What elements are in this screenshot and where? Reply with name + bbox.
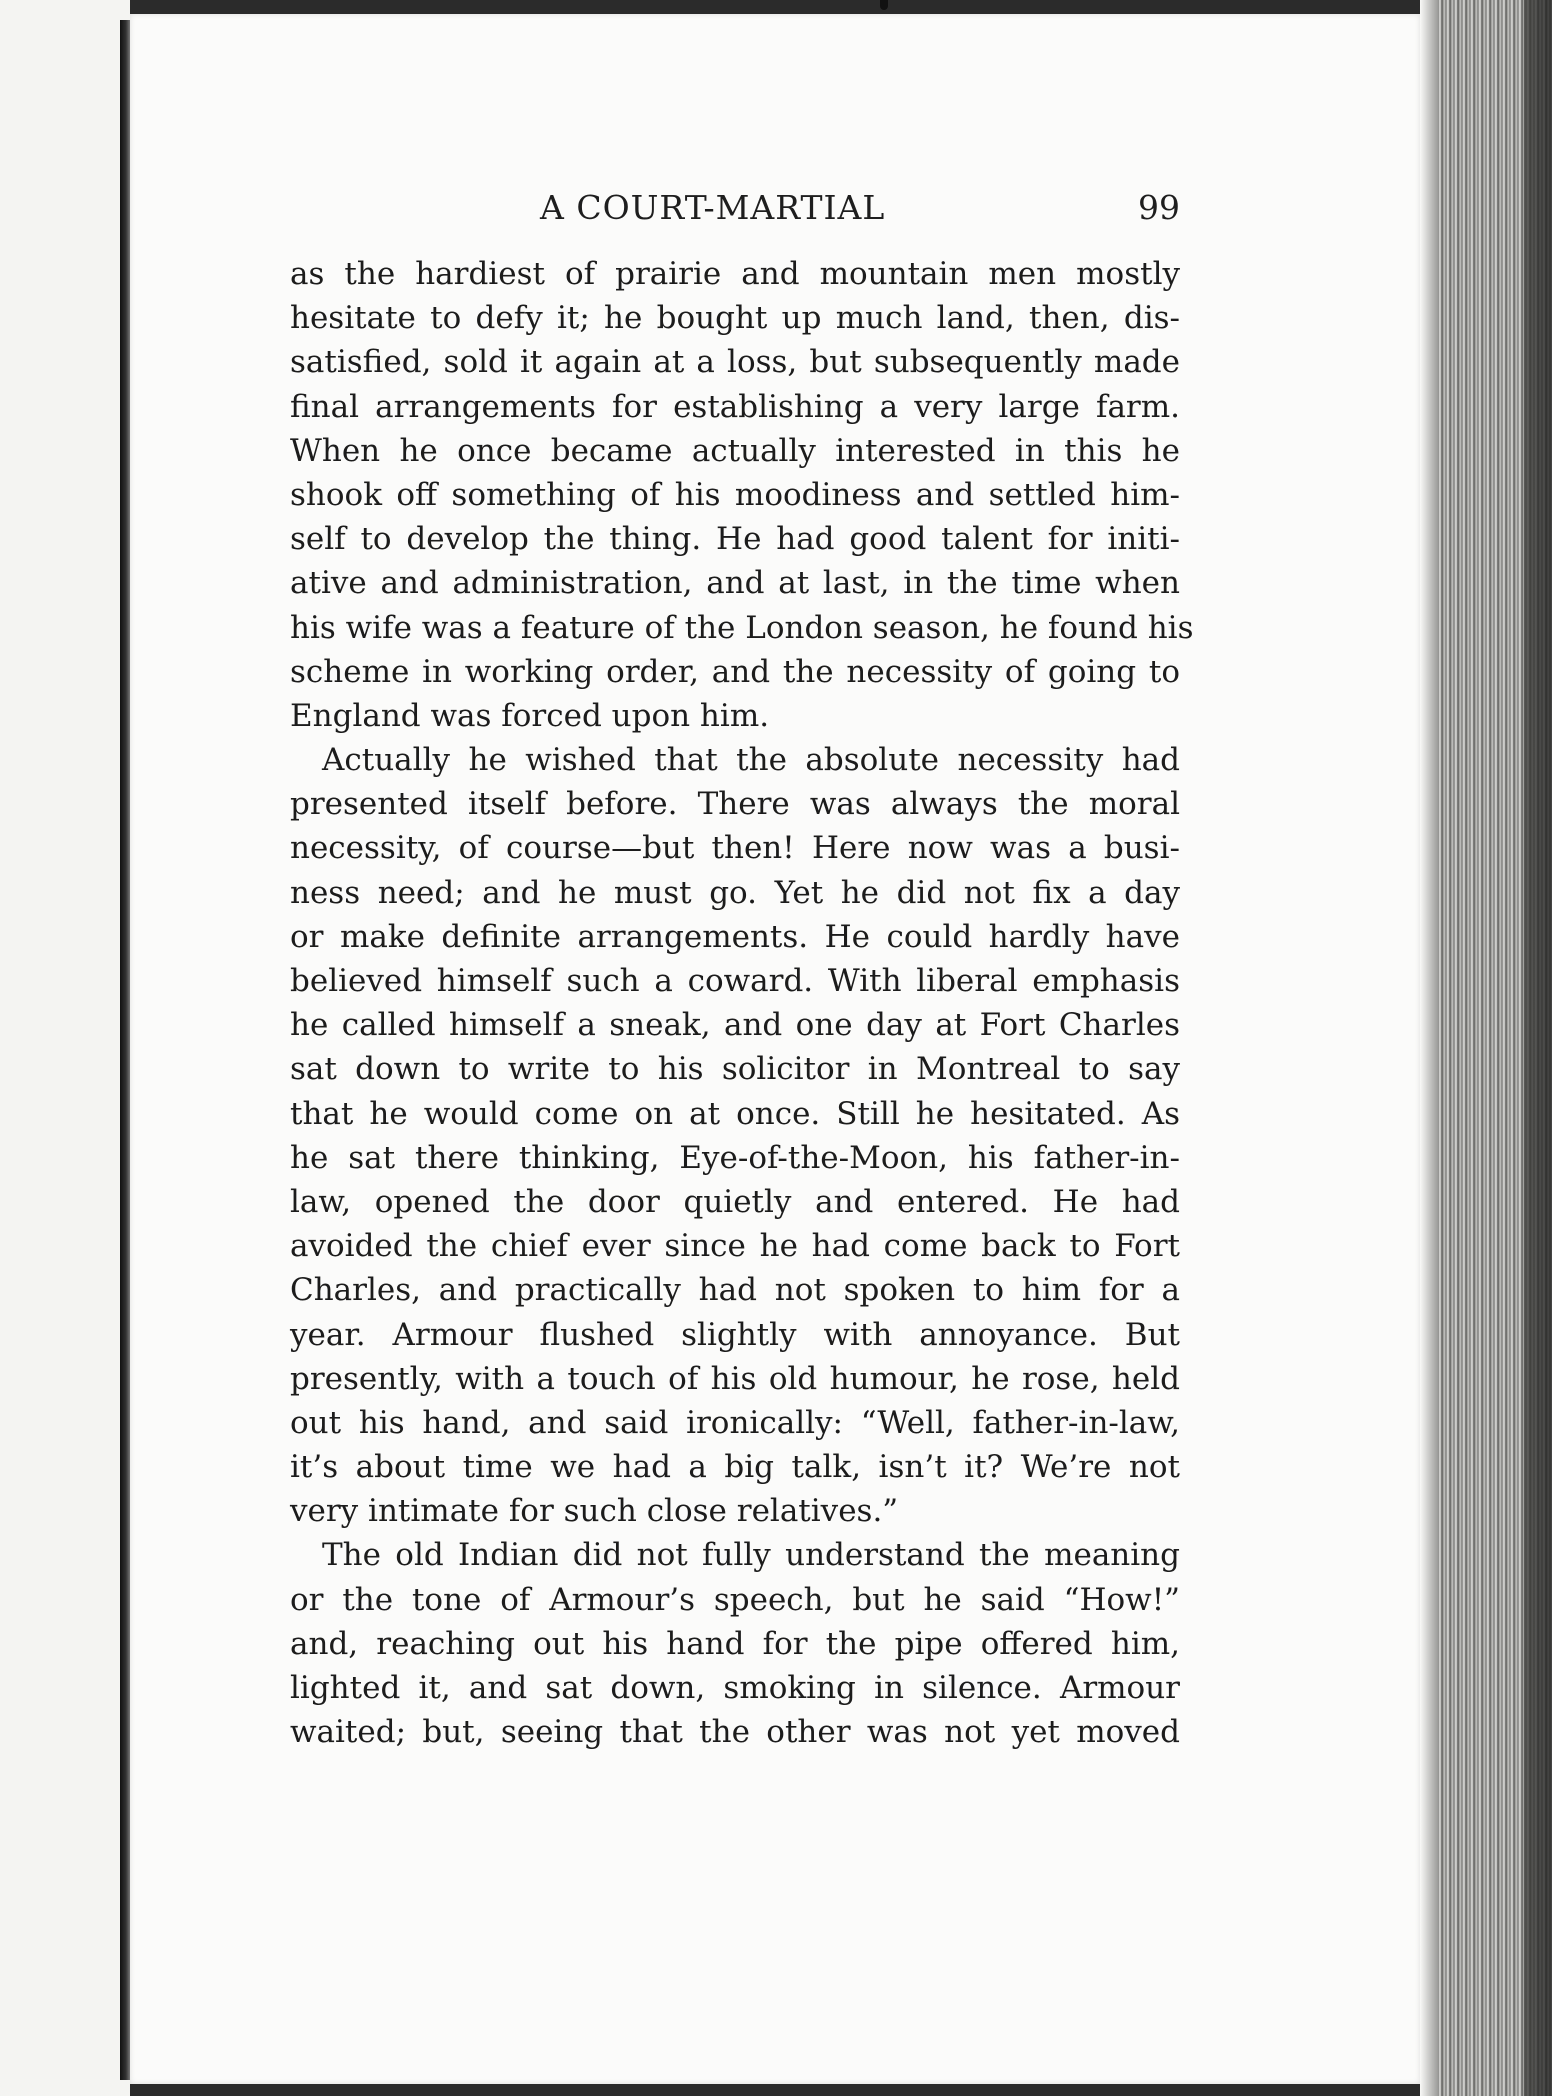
text-line: year. Armour flushed slightly with annoyance. But xyxy=(290,1316,1180,1353)
text-line: The old Indian did not fully understand the meaning xyxy=(322,1537,1180,1574)
text-line: scheme in working order, and the necessity of going to xyxy=(290,653,1180,690)
text-line: and, reaching out his hand for the pipe offered him, xyxy=(290,1625,1180,1662)
scan-left-margin xyxy=(0,0,130,2096)
page-edge-stack xyxy=(1420,0,1552,2096)
text-line: his wife was a feature of the London season, he found his xyxy=(290,609,1194,646)
text-line: out his hand, and said ironically: “Well, father-in-law, xyxy=(290,1404,1180,1441)
text-line: hesitate to defy it; he bought up much land, then, dis- xyxy=(290,300,1180,337)
text-line: necessity, of course—but then! Here now was a busi- xyxy=(290,830,1180,867)
text-line: ative and administration, and at last, in the time when xyxy=(290,565,1180,602)
text-line: he called himself a sneak, and one day at Fort Charles xyxy=(290,1007,1180,1044)
text-line: avoided the chief ever since he had come back to Fort xyxy=(290,1228,1180,1265)
book-spine-shadow xyxy=(120,20,130,2080)
text-line: very intimate for such close relatives.” xyxy=(290,1493,899,1530)
text-line: it’s about time we had a big talk, isn’t it? We’re not xyxy=(290,1449,1180,1486)
text-line: England was forced upon him. xyxy=(290,697,770,734)
scan-mark xyxy=(880,0,888,10)
text-line: Actually he wished that the absolute necessity had xyxy=(322,742,1180,779)
text-line: as the hardiest of prairie and mountain men mostly xyxy=(290,256,1180,292)
text-line: lighted it, and sat down, smoking in silence. Armour xyxy=(290,1670,1180,1706)
text-line: ness need; and he must go. Yet he did not fix a day xyxy=(290,874,1180,911)
text-line: When he once became actually interested in this he xyxy=(290,432,1180,469)
text-line: final arrangements for establishing a very large farm. xyxy=(290,388,1180,425)
text-line: law, opened the door quietly and entered. He had xyxy=(290,1183,1180,1220)
text-line: he sat there thinking, Eye-of-the-Moon, his father-in- xyxy=(290,1139,1180,1176)
text-line: shook off something of his moodiness and settled him- xyxy=(290,476,1180,513)
text-line: presently, with a touch of his old humour, he rose, held xyxy=(290,1360,1180,1397)
text-line: believed himself such a coward. With liberal emphasis xyxy=(290,963,1180,999)
text-line: or the tone of Armour’s speech, but he said “How!” xyxy=(290,1581,1180,1618)
text-line: or make definite arrangements. He could hardly have xyxy=(290,918,1180,955)
body-text xyxy=(290,252,1194,1754)
paragraph-2 xyxy=(290,738,1180,1533)
page-number: 99 xyxy=(1138,188,1180,227)
text-line: self to develop the thing. He had good talent for initi- xyxy=(290,521,1180,558)
paragraph-1 xyxy=(290,252,1194,738)
paragraph-3 xyxy=(290,1533,1180,1754)
text-line: that he would come on at once. Still he hesitated. As xyxy=(290,1095,1180,1132)
text-line: waited; but, seeing that the other was not yet moved xyxy=(290,1714,1180,1751)
text-line: presented itself before. There was always the moral xyxy=(290,786,1180,823)
running-title: A COURT-MARTIAL xyxy=(540,188,886,227)
text-line: satisfied, sold it again at a loss, but subsequently made xyxy=(290,344,1180,381)
text-line: sat down to write to his solicitor in Montreal to say xyxy=(290,1051,1180,1088)
running-head xyxy=(290,188,1180,240)
text-line: Charles, and practically had not spoken to him for a xyxy=(290,1272,1180,1309)
